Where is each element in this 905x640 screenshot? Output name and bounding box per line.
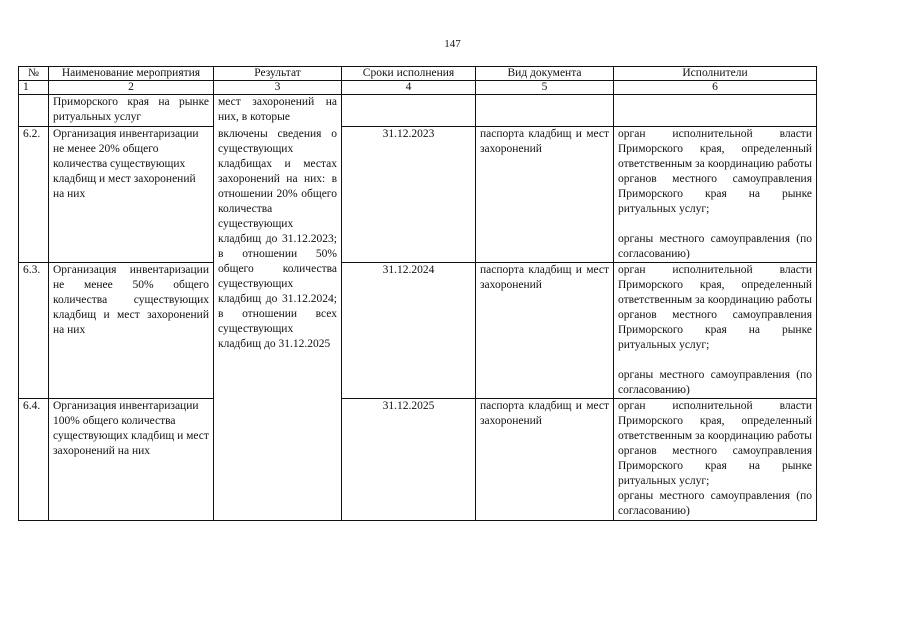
column-index: 2: [49, 81, 214, 95]
column-index: 5: [476, 81, 614, 95]
table-row: [19, 263, 817, 399]
header-executors: Исполнители: [614, 67, 817, 81]
executor-local: органы местного самоуправления (по согласованию): [618, 490, 812, 517]
carryover-measure-name: Приморского края на рынке ритуальных услуг: [49, 95, 214, 127]
column-index-row: [19, 81, 817, 95]
executor-main: орган исполнительной власти Приморского края, определенный ответственным за координацию работы органов местного самоуправления Приморского края на рынке ритуальных услуг;: [618, 128, 812, 215]
executor-local: органы местного самоуправления (по согласованию): [618, 369, 812, 396]
executor-main: орган исполнительной власти Приморского края, определенный ответственным за координацию работы органов местного самоуправления Приморского края на рынке ритуальных услуг;: [618, 264, 812, 351]
row-number: 6.4.: [19, 399, 49, 521]
document-type: паспорта кладбищ и мест захоронений: [476, 263, 614, 399]
header-document-type: Вид документа: [476, 67, 614, 81]
table-header-row: [19, 67, 817, 81]
carryover-result: мест захоронений на них, в которые: [214, 95, 342, 127]
table-row: [19, 399, 817, 521]
column-index: 4: [342, 81, 476, 95]
column-index: 1: [19, 81, 49, 95]
page-number: 147: [444, 38, 461, 50]
table-row: [19, 127, 817, 263]
document-type: паспорта кладбищ и мест захоронений: [476, 127, 614, 263]
measure-name: Организация инвентаризации 100% общего количества существующих кладбищ и мест захоронений на них: [49, 399, 214, 521]
carryover-row: [19, 95, 817, 127]
executors: [614, 127, 817, 263]
measures-table: [18, 66, 817, 521]
measure-name: Организация инвентаризации не менее 20% общего количества существующих кладбищ и мест захоронений на них: [49, 127, 214, 263]
column-index: 3: [214, 81, 342, 95]
header-deadline: Сроки исполнения: [342, 67, 476, 81]
executors: [614, 399, 817, 521]
executor-local: органы местного самоуправления (по согласованию): [618, 233, 812, 260]
header-measure-name: Наименование мероприятия: [49, 67, 214, 81]
executor-main: орган исполнительной власти Приморского края, определенный ответственным за координацию работы органов местного самоуправления Приморского края на рынке ритуальных услуг;: [618, 400, 812, 487]
header-result: Результат: [214, 67, 342, 81]
executors: [614, 263, 817, 399]
row-number: 6.2.: [19, 127, 49, 263]
header-number: №: [19, 67, 49, 81]
result-description: включены сведения о существующих кладбищах и местах захоронений на них: в отношении 20% общего количества существующих кладбищ до 31.12.2023; в отношении 50% общего количества существующих кладбищ до 31.12.2024; в отношении всех существующих кладбищ до 31.12.2025: [214, 127, 342, 521]
measure-name: Организация инвентаризации не менее 50% общего количества существующих кладбищ и мест захоронений на них: [49, 263, 214, 399]
document-type: паспорта кладбищ и мест захоронений: [476, 399, 614, 521]
deadline: 31.12.2025: [342, 399, 476, 521]
row-number: 6.3.: [19, 263, 49, 399]
deadline: 31.12.2023: [342, 127, 476, 263]
deadline: 31.12.2024: [342, 263, 476, 399]
column-index: 6: [614, 81, 817, 95]
